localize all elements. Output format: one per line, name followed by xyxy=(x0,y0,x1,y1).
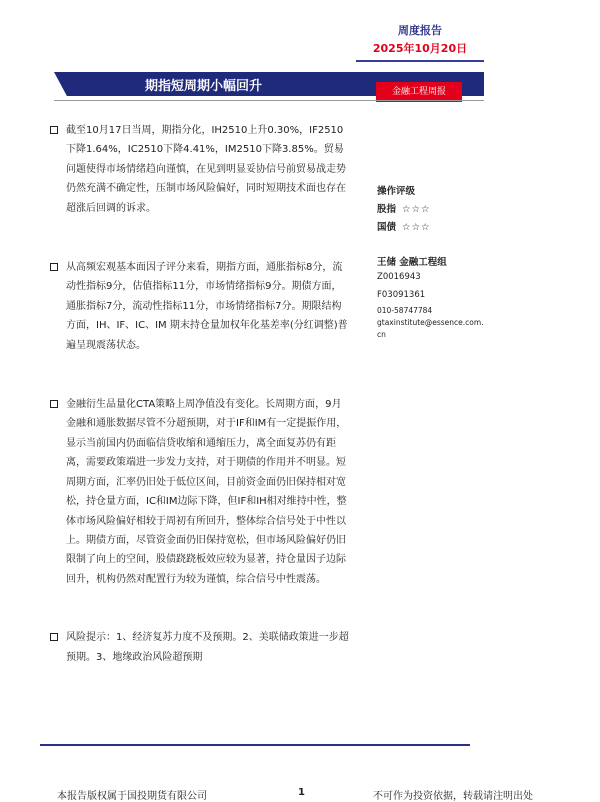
footer-rule xyxy=(40,744,470,746)
page-number: 1 xyxy=(298,787,305,798)
analyst-email[interactable]: gtaxinstitute@essence.com. xyxy=(377,318,484,327)
cta-paragraph xyxy=(50,395,350,589)
bullet-box-icon xyxy=(50,400,58,408)
factor-paragraph xyxy=(50,258,350,355)
report-title: 期指短周期小幅回升 xyxy=(145,79,263,94)
paragraph-text: 金融衍生品量化CTA策略上周净值没有变化。长周期方面，9月金融和通胀数据尽管不分超预期，对于IF和IM有一定提振作用，显示当前国内仍面临信贷收缩和通缩压力，离全面复苏仍有距离，需要政策端进一步发力支持，对于期债的作用并不明显。短周期方面，汇率仍旧处于低位区间，目前资金面仍旧保持相对宽松，持仓量方面，IC和IM边际下降，但IF和IH相对维持中性，整体市场风险偏好相较于周初有所回升，整体综合信号处于中性以上。期债方面，尽管资金面仍旧保持宽松，但市场风险偏好仍旧限制了向上的空间，股债跷跷板效应较为显著，持仓量因子边际回升，机构仍然对配置行为较为谨慎，综合信号中性震荡。 xyxy=(66,399,347,585)
paragraph-text: 截至10月17日当周，期指分化，IH2510上升0.30%，IF2510下降1.64%，IC2510下降4.41%，IM2510下降3.85%。贸易问题使得市场情绪趋向谨慎，在见到明显妥协信号前贸易战走势仍然充满不确定性，压制市场风险偏好，同时短期技术面也存在超涨后回调的诉求。 xyxy=(66,125,346,214)
summary-paragraph xyxy=(50,121,350,218)
banner-rule xyxy=(54,100,484,101)
bullet-box-icon xyxy=(50,126,58,134)
report-date: 2025年10月20日 xyxy=(372,42,468,55)
analyst-cert-1: Z0016943 xyxy=(377,272,421,282)
footer-disclaimer: 不可作为投资依据，转载请注明出处 xyxy=(373,791,533,802)
risk-paragraph xyxy=(50,628,350,667)
analyst-phone: 010-58747784 xyxy=(377,306,433,315)
report-type: 周度报告 xyxy=(398,24,442,37)
header-rule xyxy=(356,60,484,62)
paragraph-text: 从高频宏观基本面因子评分来看，期指方面，通胀指标8分，流动性指标9分，估值指标11分，市场情绪指标9分。期债方面，通胀指标7分，流动性指标11分，市场情绪指标7分。期限结构方面，IH、IF、IC、IM 期末持仓量加权年化基差率(分红调整)普遍呈现震荡状态。 xyxy=(66,262,348,351)
star-rating-icon: ☆☆☆ xyxy=(402,204,431,215)
analyst-cert-2: F03091361 xyxy=(377,290,426,300)
analyst-name: 王储 金融工程组 xyxy=(377,257,447,268)
bullet-box-icon xyxy=(50,263,58,271)
rating-title: 操作评级 xyxy=(377,186,416,197)
rating-label: 股指 xyxy=(377,204,397,215)
star-rating-icon: ☆☆☆ xyxy=(402,222,431,233)
analyst-email-cont[interactable]: cn xyxy=(377,330,386,339)
rating-row-index xyxy=(377,201,431,215)
footer-copyright: 本报告版权属于国投期货有限公司 xyxy=(57,791,207,802)
main-content xyxy=(50,121,350,707)
rating-row-bond xyxy=(377,219,431,233)
rating-label: 国债 xyxy=(377,222,397,233)
paragraph-text: 风险提示：1、经济复苏力度不及预期。2、美联储政策进一步超预期。3、地缘政治风险超预期 xyxy=(66,632,349,663)
category-tag: 金融工程周报 xyxy=(376,82,462,102)
bullet-box-icon xyxy=(50,633,58,641)
